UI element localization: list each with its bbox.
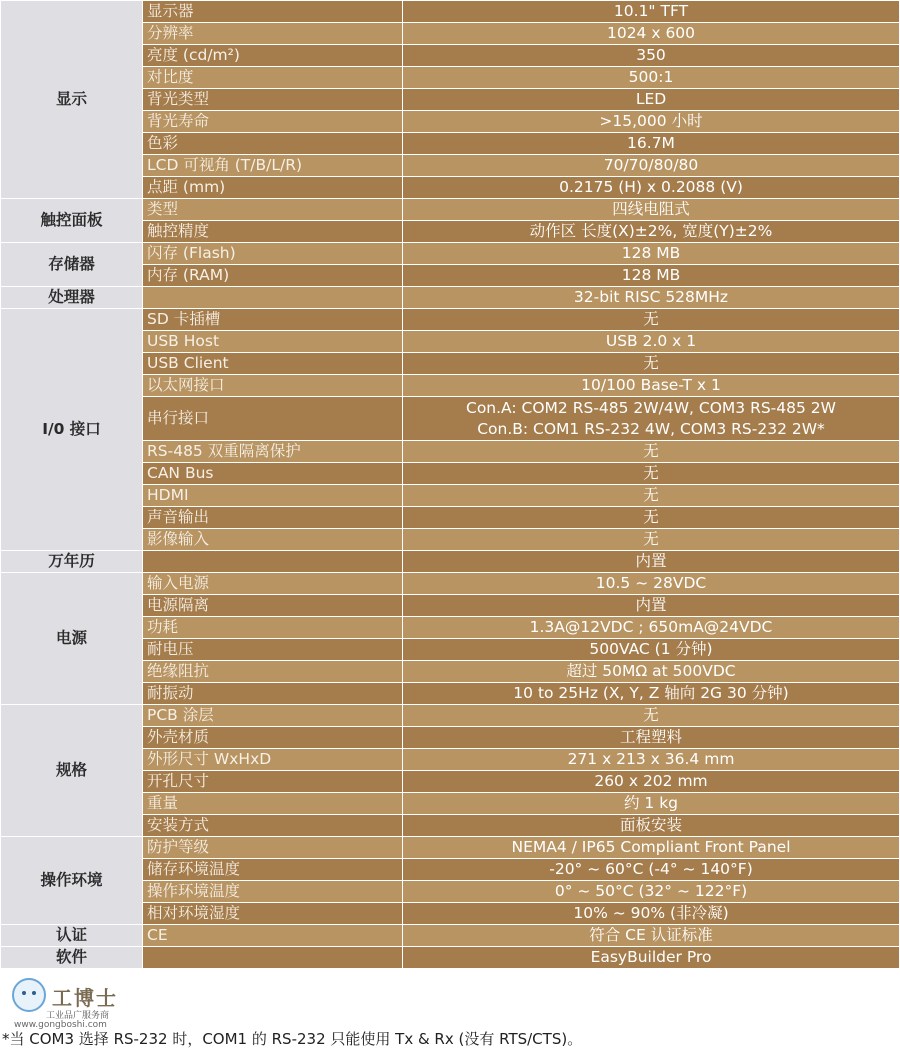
value-cell: 约 1 kg bbox=[403, 793, 900, 815]
category-cell: 万年历 bbox=[1, 551, 143, 573]
item-cell: 操作环境温度 bbox=[143, 881, 403, 903]
table-row bbox=[1, 947, 900, 969]
value-cell: >15,000 小时 bbox=[403, 111, 900, 133]
value-cell: 面板安装 bbox=[403, 815, 900, 837]
value-cell: 无 bbox=[403, 485, 900, 507]
value-line: Con.B: COM1 RS-232 4W, COM3 RS-232 2W* bbox=[477, 419, 825, 438]
table-row bbox=[1, 551, 900, 573]
value-cell: 无 bbox=[403, 705, 900, 727]
item-cell: 开孔尺寸 bbox=[143, 771, 403, 793]
value-cell: 128 MB bbox=[403, 265, 900, 287]
table-row bbox=[1, 309, 900, 331]
table-row bbox=[1, 199, 900, 221]
value-cell: 内置 bbox=[403, 595, 900, 617]
item-cell: HDMI bbox=[143, 485, 403, 507]
value-line: Con.A: COM2 RS-485 2W/4W, COM3 RS-485 2W bbox=[466, 398, 836, 417]
table-row bbox=[1, 705, 900, 727]
value-cell: 1024 x 600 bbox=[403, 23, 900, 45]
mascot-icon bbox=[12, 978, 46, 1012]
category-cell: 操作环境 bbox=[1, 837, 143, 925]
item-cell: 输入电源 bbox=[143, 573, 403, 595]
item-cell: 分辨率 bbox=[143, 23, 403, 45]
item-cell: 背光类型 bbox=[143, 89, 403, 111]
item-cell: CAN Bus bbox=[143, 463, 403, 485]
value-cell: 0° ~ 50°C (32° ~ 122°F) bbox=[403, 881, 900, 903]
item-cell: RS-485 双重隔离保护 bbox=[143, 441, 403, 463]
value-cell: 无 bbox=[403, 353, 900, 375]
value-cell: LED bbox=[403, 89, 900, 111]
item-cell: 闪存 (Flash) bbox=[143, 243, 403, 265]
value-cell: 动作区 长度(X)±2%, 宽度(Y)±2% bbox=[403, 221, 900, 243]
value-cell: 350 bbox=[403, 45, 900, 67]
item-cell: 内存 (RAM) bbox=[143, 265, 403, 287]
item-cell: 亮度 (cd/m²) bbox=[143, 45, 403, 67]
value-cell: 无 bbox=[403, 441, 900, 463]
item-cell: 外壳材质 bbox=[143, 727, 403, 749]
category-cell: 电源 bbox=[1, 573, 143, 705]
category-cell: 存储器 bbox=[1, 243, 143, 287]
item-cell: 相对环境湿度 bbox=[143, 903, 403, 925]
value-cell: 无 bbox=[403, 463, 900, 485]
item-cell: 类型 bbox=[143, 199, 403, 221]
value-cell: 16.7M bbox=[403, 133, 900, 155]
value-cell: 271 x 213 x 36.4 mm bbox=[403, 749, 900, 771]
category-cell: 认证 bbox=[1, 925, 143, 947]
item-cell: 显示器 bbox=[143, 1, 403, 23]
item-cell: 耐振动 bbox=[143, 683, 403, 705]
value-cell bbox=[403, 397, 900, 441]
value-cell: 0.2175 (H) x 0.2088 (V) bbox=[403, 177, 900, 199]
spec-table-body bbox=[1, 1, 900, 969]
item-cell: USB Host bbox=[143, 331, 403, 353]
item-cell bbox=[143, 947, 403, 969]
item-cell: 影像输入 bbox=[143, 529, 403, 551]
table-row bbox=[1, 573, 900, 595]
value-cell: 500:1 bbox=[403, 67, 900, 89]
item-cell: 储存环境温度 bbox=[143, 859, 403, 881]
item-cell bbox=[143, 551, 403, 573]
value-cell: 工程塑料 bbox=[403, 727, 900, 749]
item-cell: 对比度 bbox=[143, 67, 403, 89]
table-row bbox=[1, 287, 900, 309]
value-cell: 70/70/80/80 bbox=[403, 155, 900, 177]
value-cell: 10% ~ 90% (非冷凝) bbox=[403, 903, 900, 925]
value-cell: 260 x 202 mm bbox=[403, 771, 900, 793]
category-cell: 显示 bbox=[1, 1, 143, 199]
table-row bbox=[1, 1, 900, 23]
table-row bbox=[1, 837, 900, 859]
item-cell: 以太网接口 bbox=[143, 375, 403, 397]
item-cell: PCB 涂层 bbox=[143, 705, 403, 727]
value-cell: 符合 CE 认证标准 bbox=[403, 925, 900, 947]
item-cell: CE bbox=[143, 925, 403, 947]
value-cell: 四线电阻式 bbox=[403, 199, 900, 221]
item-cell: 功耗 bbox=[143, 617, 403, 639]
item-cell: 绝缘阻抗 bbox=[143, 661, 403, 683]
value-cell: 1.3A@12VDC ; 650mA@24VDC bbox=[403, 617, 900, 639]
table-row bbox=[1, 243, 900, 265]
category-cell: I/0 接口 bbox=[1, 309, 143, 551]
value-cell: 无 bbox=[403, 309, 900, 331]
value-cell: 128 MB bbox=[403, 243, 900, 265]
category-cell: 软件 bbox=[1, 947, 143, 969]
value-cell: 无 bbox=[403, 529, 900, 551]
footnote: *当 COM3 选择 RS-232 时，COM1 的 RS-232 只能使用 Tx & Rx (没有 RTS/CTS)。 bbox=[2, 1030, 583, 1048]
value-cell: NEMA4 / IP65 Compliant Front Panel bbox=[403, 837, 900, 859]
item-cell: 防护等级 bbox=[143, 837, 403, 859]
item-cell: 色彩 bbox=[143, 133, 403, 155]
watermark-title: 工博士 bbox=[52, 986, 118, 1010]
item-cell: 背光寿命 bbox=[143, 111, 403, 133]
item-cell: 点距 (mm) bbox=[143, 177, 403, 199]
value-cell: -20° ~ 60°C (-4° ~ 140°F) bbox=[403, 859, 900, 881]
item-cell: 重量 bbox=[143, 793, 403, 815]
value-cell: 内置 bbox=[403, 551, 900, 573]
value-cell: 10 to 25Hz (X, Y, Z 轴向 2G 30 分钟) bbox=[403, 683, 900, 705]
watermark-url: www.gongboshi.com bbox=[14, 1020, 107, 1030]
item-cell: 声音输出 bbox=[143, 507, 403, 529]
item-cell: SD 卡插槽 bbox=[143, 309, 403, 331]
value-cell: 10/100 Base-T x 1 bbox=[403, 375, 900, 397]
value-cell: 超过 50MΩ at 500VDC bbox=[403, 661, 900, 683]
item-cell: USB Client bbox=[143, 353, 403, 375]
watermark-subtitle: 工业品广服务商 bbox=[46, 1011, 110, 1021]
value-cell: 10.5 ~ 28VDC bbox=[403, 573, 900, 595]
value-cell: 500VAC (1 分钟) bbox=[403, 639, 900, 661]
item-cell: 串行接口 bbox=[143, 397, 403, 441]
item-cell: 电源隔离 bbox=[143, 595, 403, 617]
value-cell: 32-bit RISC 528MHz bbox=[403, 287, 900, 309]
value-cell: 无 bbox=[403, 507, 900, 529]
table-row bbox=[1, 925, 900, 947]
value-cell: 10.1" TFT bbox=[403, 1, 900, 23]
item-cell bbox=[143, 287, 403, 309]
item-cell: 安装方式 bbox=[143, 815, 403, 837]
item-cell: 外形尺寸 WxHxD bbox=[143, 749, 403, 771]
category-cell: 处理器 bbox=[1, 287, 143, 309]
watermark-logo bbox=[6, 972, 140, 1032]
item-cell: 触控精度 bbox=[143, 221, 403, 243]
item-cell: 耐电压 bbox=[143, 639, 403, 661]
value-cell: USB 2.0 x 1 bbox=[403, 331, 900, 353]
item-cell: LCD 可视角 (T/B/L/R) bbox=[143, 155, 403, 177]
value-cell: EasyBuilder Pro bbox=[403, 947, 900, 969]
category-cell: 触控面板 bbox=[1, 199, 143, 243]
category-cell: 规格 bbox=[1, 705, 143, 837]
